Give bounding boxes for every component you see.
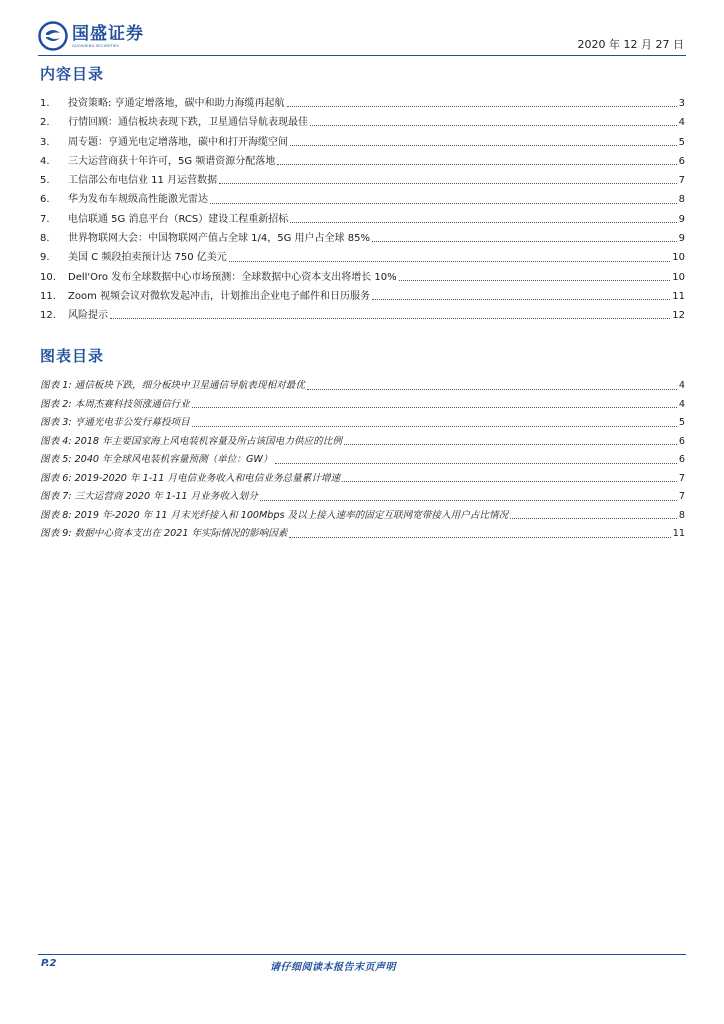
header-divider bbox=[38, 55, 686, 56]
figure-item-page: 6 bbox=[678, 454, 685, 465]
toc-leader-dots bbox=[310, 125, 677, 126]
figure-leader-dots bbox=[275, 463, 677, 464]
toc-item-label: 电信联通 5G 消息平台（RCS）建设工程重新招标 bbox=[68, 213, 289, 225]
toc-item-label: 世界物联网大会：中国物联网产值占全球 1/4，5G 用户占全球 85% bbox=[68, 233, 370, 245]
guosheng-logo-icon bbox=[38, 21, 68, 51]
toc-item-number: 1. bbox=[40, 98, 50, 109]
disclaimer-note: 请仔细阅读本报告末页声明 bbox=[270, 962, 396, 973]
toc-leader-dots bbox=[372, 299, 670, 300]
toc-item-number: 6. bbox=[40, 194, 50, 206]
figures-list bbox=[40, 377, 685, 544]
figure-item-label: 图表 7: 三大运营商 2020 年 1-11 月业务收入划分 bbox=[40, 491, 258, 502]
toc-item-page: 11 bbox=[672, 290, 685, 302]
toc-item[interactable] bbox=[40, 287, 685, 306]
toc-item[interactable] bbox=[40, 210, 685, 229]
toc-leader-dots bbox=[110, 318, 670, 319]
toc-leader-dots bbox=[399, 280, 671, 281]
toc-item-page: 7 bbox=[678, 175, 685, 187]
figure-item-page: 7 bbox=[678, 491, 685, 502]
toc-item-number: 2. bbox=[40, 117, 50, 129]
toc-item-page: 3 bbox=[678, 98, 685, 109]
figure-leader-dots bbox=[342, 481, 677, 482]
figure-leader-dots bbox=[344, 444, 677, 445]
toc-leader-dots bbox=[290, 222, 676, 223]
figure-item-page: 6 bbox=[678, 435, 685, 447]
toc-item-page: 9 bbox=[678, 233, 685, 245]
toc-item-number: 4. bbox=[40, 155, 50, 167]
toc-item-label: 风险提示 bbox=[68, 310, 108, 322]
figure-item-label: 图表 8: 2019 年-2020 年 11 月末光纤接入和 100Mbps 及以上接入速率的固定互联网宽带接入用户占比情况 bbox=[40, 509, 509, 521]
figure-item-label: 图表 6: 2019-2020 年 1-11 月电信业务收入和电信业务总量累计增速 bbox=[40, 472, 341, 484]
figure-item[interactable] bbox=[40, 377, 685, 396]
figure-item-label: 图表 5: 2040 年全球风电装机容量预测（单位：GW） bbox=[40, 454, 273, 465]
figure-leader-dots bbox=[289, 537, 670, 538]
toc-item[interactable] bbox=[40, 229, 685, 248]
figure-item-label: 图表 3: 亨通光电非公发行募投项目 bbox=[40, 417, 190, 428]
figure-item-label: 图表 2: 本周杰赛科技领涨通信行业 bbox=[40, 398, 190, 410]
toc-leader-dots bbox=[290, 145, 677, 146]
toc-item-page: 6 bbox=[678, 155, 685, 167]
figure-item-label: 图表 9: 数据中心资本支出在 2021 年实际情况的影响因素 bbox=[40, 528, 288, 539]
toc-item-label: 华为发布车规级高性能激光雷达 bbox=[68, 194, 208, 206]
figure-item-page: 5 bbox=[678, 417, 685, 428]
toc-item-label: 工信部公布电信业 11 月运营数据 bbox=[68, 175, 218, 187]
toc-item[interactable] bbox=[40, 133, 685, 152]
figure-item[interactable] bbox=[40, 507, 685, 526]
toc-item-page: 10 bbox=[672, 271, 685, 283]
toc-leader-dots bbox=[219, 183, 677, 184]
figure-item[interactable] bbox=[40, 396, 685, 415]
logo-subtext: GUOSHENG SECURITIES bbox=[72, 43, 119, 48]
figure-item-page: 4 bbox=[678, 398, 685, 410]
figure-item-label: 图表 4: 2018 年主要国家海上风电装机容量及所占该国电力供应的比例 bbox=[40, 435, 342, 447]
toc-item-label: 周专题：亨通光电定增落地，碳中和打开海缆空间 bbox=[68, 136, 288, 148]
toc-item-label: Zoom 视频会议对微软发起冲击，计划推出企业电子邮件和日历服务 bbox=[68, 290, 371, 302]
figure-leader-dots bbox=[510, 518, 677, 519]
figure-item[interactable] bbox=[40, 414, 685, 433]
figure-item-page: 11 bbox=[672, 528, 685, 539]
toc-item-number: 8. bbox=[40, 233, 50, 245]
figure-item-page: 7 bbox=[678, 472, 685, 484]
toc-list bbox=[40, 94, 685, 326]
toc-item-number: 9. bbox=[40, 252, 50, 264]
toc-title: 内容目录 bbox=[40, 65, 105, 83]
toc-item[interactable] bbox=[40, 171, 685, 190]
toc-item-page: 4 bbox=[678, 117, 685, 129]
figure-item[interactable] bbox=[40, 470, 685, 489]
toc-item-number: 11. bbox=[40, 290, 56, 302]
toc-leader-dots bbox=[287, 106, 677, 107]
toc-item-label: Dell'Oro 发布全球数据中心市场预测：全球数据中心资本支出将增长 10% bbox=[68, 271, 397, 283]
toc-item-page: 10 bbox=[672, 252, 685, 264]
report-date: 2020 年 12 月 27 日 bbox=[577, 38, 684, 51]
page-header bbox=[38, 18, 686, 56]
toc-item[interactable] bbox=[40, 94, 685, 113]
figure-leader-dots bbox=[260, 500, 677, 501]
page-number: P.2 bbox=[41, 958, 57, 969]
toc-leader-dots bbox=[372, 241, 677, 242]
footer-divider bbox=[38, 954, 686, 955]
toc-item-number: 12. bbox=[40, 310, 56, 322]
figure-item[interactable] bbox=[40, 525, 685, 544]
figure-leader-dots bbox=[192, 426, 677, 427]
figure-leader-dots bbox=[307, 389, 677, 390]
figure-item-page: 4 bbox=[678, 380, 685, 391]
figure-item[interactable] bbox=[40, 451, 685, 470]
toc-leader-dots bbox=[277, 164, 676, 165]
toc-leader-dots bbox=[210, 203, 677, 204]
toc-item-number: 10. bbox=[40, 271, 56, 283]
logo-text: 国盛证券 bbox=[72, 23, 144, 44]
figure-leader-dots bbox=[192, 407, 677, 408]
toc-item-page: 12 bbox=[672, 310, 685, 322]
figure-item-page: 8 bbox=[678, 509, 685, 521]
toc-item-number: 7. bbox=[40, 213, 50, 225]
toc-item[interactable] bbox=[40, 306, 685, 325]
toc-item[interactable] bbox=[40, 113, 685, 132]
toc-item[interactable] bbox=[40, 248, 685, 267]
toc-item-number: 5. bbox=[40, 175, 50, 187]
toc-leader-dots bbox=[229, 261, 670, 262]
toc-item-label: 美国 C 频段拍卖预计达 750 亿美元 bbox=[68, 252, 227, 264]
figure-item-label: 图表 1: 通信板块下跌，细分板块中卫星通信导航表现相对最优 bbox=[40, 380, 305, 391]
figure-item[interactable] bbox=[40, 433, 685, 452]
toc-item-page: 9 bbox=[678, 213, 685, 225]
toc-item-label: 投资策略: 亨通定增落地，碳中和助力海缆再起航 bbox=[68, 98, 285, 109]
figures-title: 图表目录 bbox=[40, 347, 105, 365]
toc-item[interactable] bbox=[40, 268, 685, 287]
figure-item[interactable] bbox=[40, 488, 685, 507]
toc-item[interactable] bbox=[40, 190, 685, 209]
toc-item-page: 5 bbox=[678, 136, 685, 148]
toc-item[interactable] bbox=[40, 152, 685, 171]
toc-item-page: 8 bbox=[678, 194, 685, 206]
toc-item-label: 三大运营商获十年许可，5G 频谱资源分配落地 bbox=[68, 155, 276, 167]
logo bbox=[38, 21, 144, 51]
toc-item-label: 行情回顾：通信板块表现下跌，卫星通信导航表现最佳 bbox=[68, 117, 308, 129]
toc-item-number: 3. bbox=[40, 136, 50, 148]
